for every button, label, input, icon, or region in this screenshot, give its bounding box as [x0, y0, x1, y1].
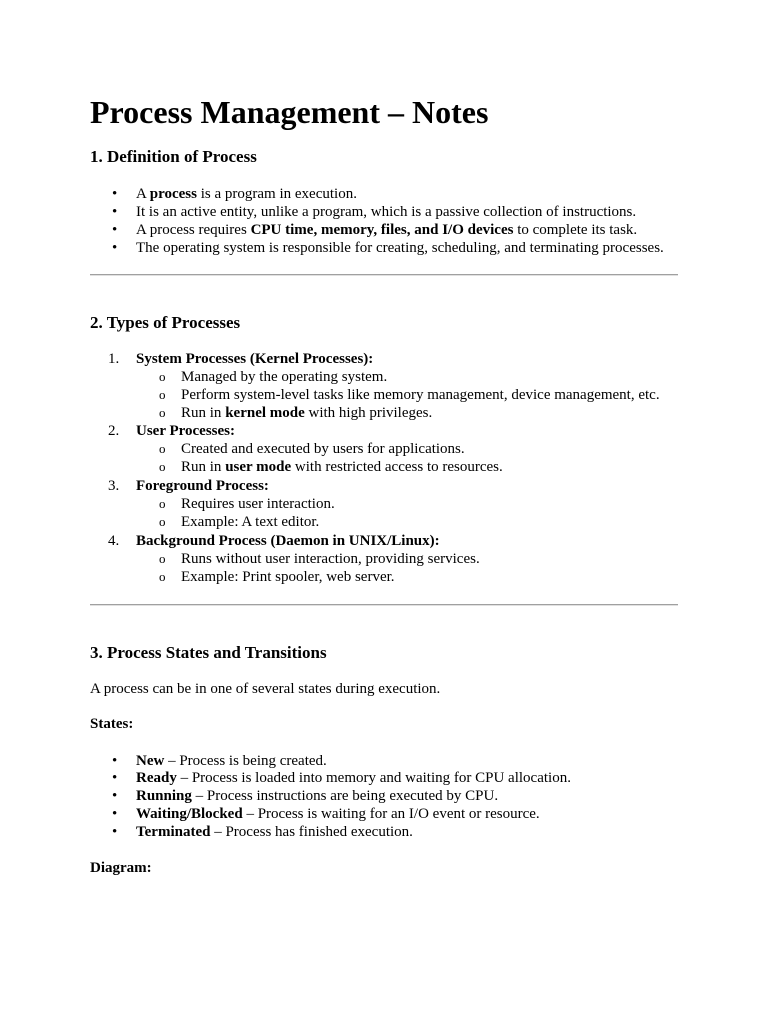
state-item-ready: Ready – Process is loaded into memory and waiting for CPU allocation. — [136, 770, 571, 786]
list-number: 1. — [108, 351, 120, 367]
type-label-user: User Processes: — [136, 423, 235, 439]
type-sub-item: Example: A text editor. — [181, 514, 320, 530]
state-item-running: Running – Process instructions are being executed by CPU. — [136, 788, 499, 804]
type-label-background: Background Process (Daemon in UNIX/Linux): — [136, 533, 440, 549]
definition-item-3: A process requires CPU time, memory, files, and I/O devices to complete its task. — [136, 222, 638, 238]
section-2-heading: 2. Types of Processes — [90, 313, 241, 332]
diagram-label: Diagram: — [90, 860, 152, 876]
type-sub-item: Runs without user interaction, providing services. — [181, 551, 480, 567]
circle-bullet-icon: o — [159, 551, 166, 566]
circle-bullet-icon: o — [159, 496, 166, 511]
bullet-icon: • — [112, 222, 118, 238]
circle-bullet-icon: o — [159, 405, 166, 420]
list-number: 4. — [108, 533, 120, 549]
circle-bullet-icon: o — [159, 569, 166, 584]
page-title: Process Management – Notes — [90, 94, 489, 130]
type-label-system: System Processes (Kernel Processes): — [136, 351, 374, 367]
circle-bullet-icon: o — [159, 387, 166, 402]
bullet-icon: • — [112, 788, 118, 804]
horizontal-divider — [90, 604, 678, 606]
state-item-waiting: Waiting/Blocked – Process is waiting for an I/O event or resource. — [136, 806, 540, 822]
list-number: 3. — [108, 478, 120, 494]
definition-item-4: The operating system is responsible for creating, scheduling, and terminating processes. — [136, 240, 664, 256]
circle-bullet-icon: o — [159, 459, 166, 474]
circle-bullet-icon: o — [159, 441, 166, 456]
bullet-icon: • — [112, 204, 118, 220]
bullet-icon: • — [112, 824, 118, 840]
type-sub-item: Managed by the operating system. — [181, 369, 388, 385]
bullet-icon: • — [112, 770, 118, 786]
state-item-terminated: Terminated – Process has finished execution. — [136, 824, 413, 840]
type-sub-item: Run in kernel mode with high privileges. — [181, 405, 433, 421]
circle-bullet-icon: o — [159, 369, 166, 384]
type-sub-item: Requires user interaction. — [181, 496, 335, 512]
definition-item-2: It is an active entity, unlike a program, which is a passive collection of instructions. — [136, 204, 637, 220]
state-item-new: New – Process is being created. — [136, 753, 327, 769]
bullet-icon: • — [112, 806, 118, 822]
states-label: States: — [90, 716, 134, 732]
states-intro: A process can be in one of several states during execution. — [90, 681, 441, 697]
section-3-heading: 3. Process States and Transitions — [90, 643, 327, 662]
list-number: 2. — [108, 423, 120, 439]
type-sub-item: Perform system-level tasks like memory management, device management, etc. — [181, 387, 660, 403]
type-sub-item: Created and executed by users for applications. — [181, 441, 465, 457]
bullet-icon: • — [112, 753, 118, 769]
type-sub-item: Run in user mode with restricted access to resources. — [181, 459, 503, 475]
type-sub-item: Example: Print spooler, web server. — [181, 569, 395, 585]
bullet-icon: • — [112, 240, 118, 256]
section-1-heading: 1. Definition of Process — [90, 147, 257, 166]
bullet-icon: • — [112, 186, 118, 202]
circle-bullet-icon: o — [159, 514, 166, 529]
definition-item-1: A process is a program in execution. — [136, 186, 357, 202]
type-label-foreground: Foreground Process: — [136, 478, 269, 494]
horizontal-divider — [90, 274, 678, 276]
